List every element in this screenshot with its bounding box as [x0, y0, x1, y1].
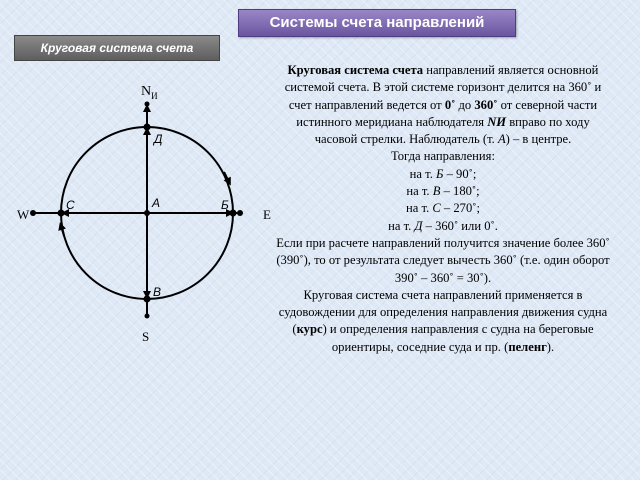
point-w [30, 210, 36, 216]
label-point-s: С [66, 198, 75, 212]
label-east: E [263, 207, 271, 222]
direction-line-d: на т. Д – 360˚ или 0˚. [388, 218, 498, 233]
paragraph-overflow: Если при расчете направлений получится значение более 360˚ (390˚), то от результата следует вычесть 360˚ (т.е. один оборот 390˚ – 360˚ = 30˚). [276, 235, 610, 285]
label-point-d: Д [154, 132, 163, 146]
description-text [276, 62, 610, 356]
point-e [237, 210, 243, 216]
section-title: Круговая система счета [14, 35, 220, 61]
point-b [230, 210, 237, 217]
label-north: $N_И$ [141, 84, 158, 101]
paragraph-application: Круговая система счета направлений применяется в судовождении для определения направления движения судна (курс) и определения направления с судна на береговые ориентиры, соседние суда и пр. (пеленг). [278, 287, 608, 354]
paragraph-definition: Круговая система счета направлений является основной системой счета. В этой системе горизонт делится на 360˚ и счет направлений ведется от 0˚ до 360˚ от северной части истинного меридиана наблюдателя NИ вправо по ходу часовой стрелки. Наблюдатель (т. А) – в центре. [284, 63, 602, 147]
point-s-bottom [145, 314, 150, 319]
point-a [144, 210, 150, 216]
slide-title: Системы счета направлений [238, 9, 516, 37]
label-west: W [17, 207, 30, 222]
direction-line-v: на т. В – 180˚; [406, 184, 480, 199]
point-d [144, 124, 151, 131]
label-point-v: В [153, 285, 162, 299]
direction-line-s: на т. С – 270˚; [406, 201, 480, 216]
direction-line-b: на т. Б – 90˚; [409, 166, 477, 181]
point-s [58, 210, 65, 217]
label-point-b: Б [221, 198, 229, 212]
paragraph-directions-intro: Тогда направления: [391, 149, 495, 164]
label-center-a: А [152, 196, 161, 210]
label-south: S [142, 329, 150, 344]
point-v [144, 296, 151, 303]
